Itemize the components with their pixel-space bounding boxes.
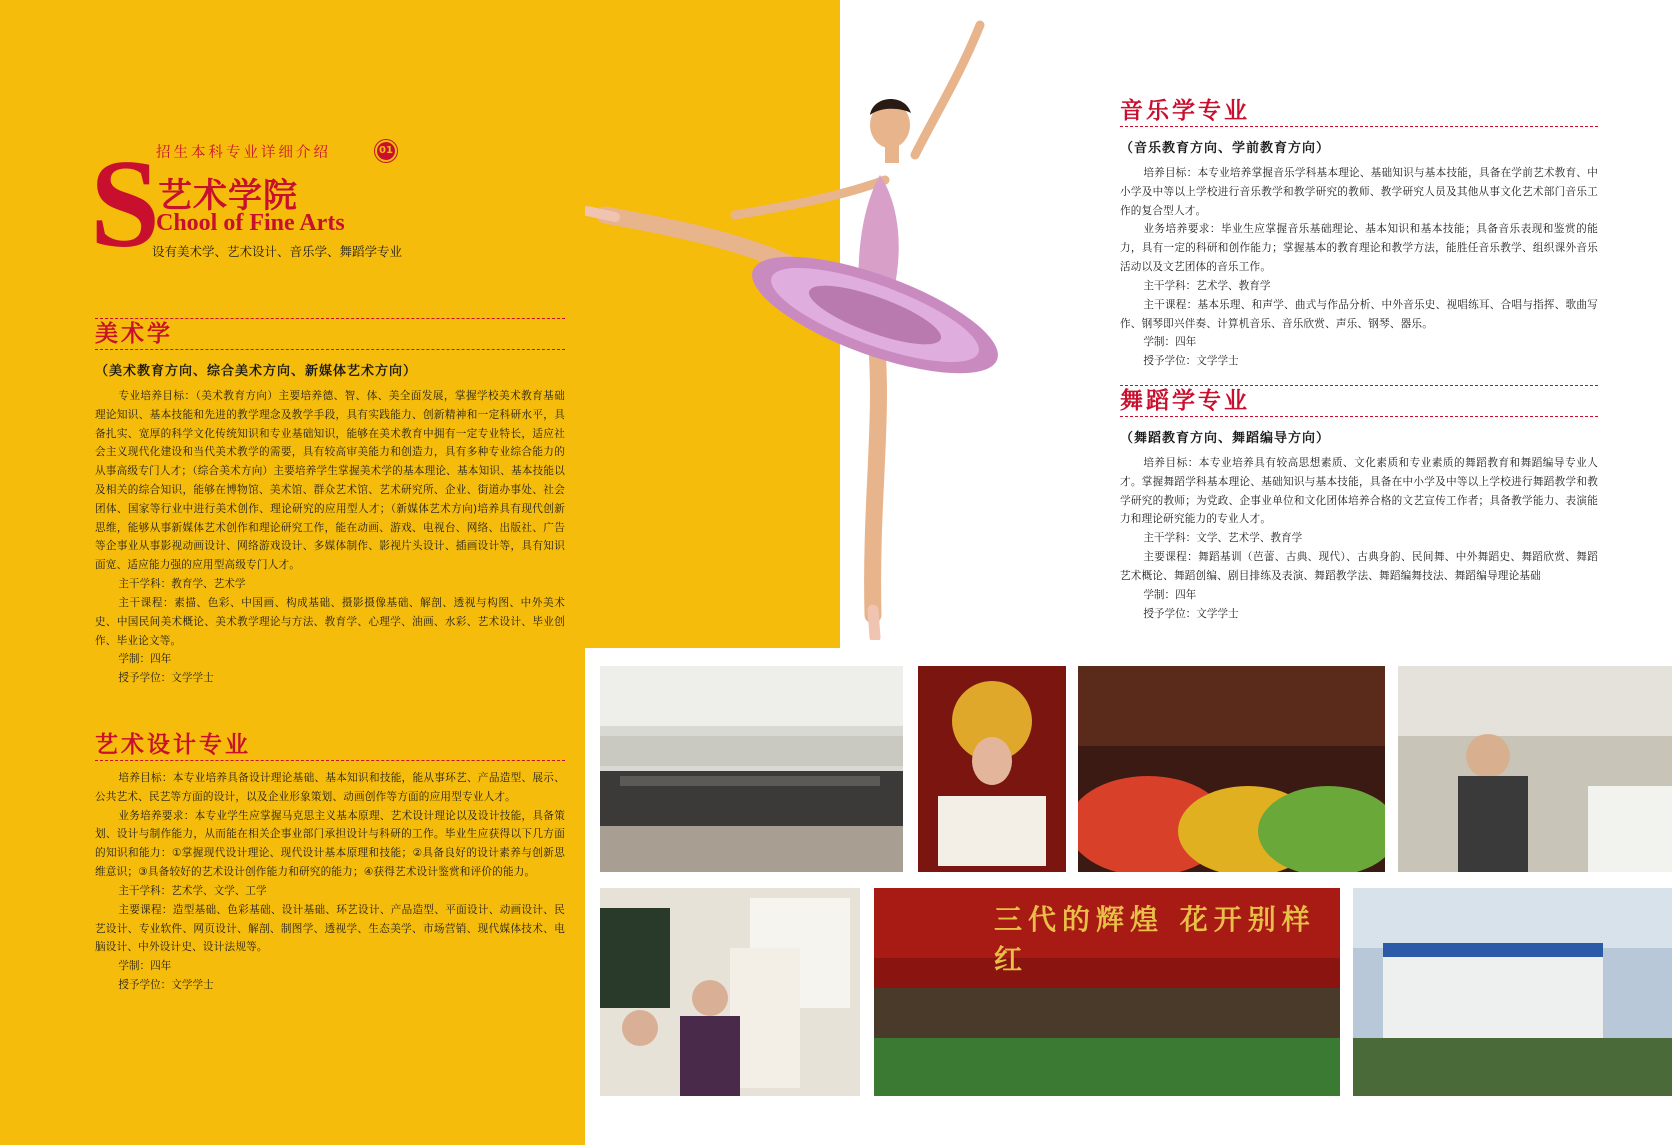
brochure-subtitle: 招生本科专业详细介绍 bbox=[156, 145, 331, 161]
lecture-hall-photo bbox=[600, 666, 903, 872]
section-requirement: 业务培养要求：本专业学生应掌握马克思主义基本原理、艺术设计理论以及设计技能，具备策划、设计与制作能力，从而能在相关企事业部门承担设计与科研的工作。毕业生应获得以下几方面的知识和能力：①掌握现代设计理论、现代设计基本原理和技能；②具备良好的设计素养与创新思维意识；③具备较好的艺术设计创作能力和研究的能力；④获得艺术设计鉴赏和评价的能力。 bbox=[95, 809, 565, 878]
seal-icon: 01 bbox=[375, 140, 397, 162]
section-dance bbox=[1120, 385, 1598, 624]
section-goal: 专业培养目标：（美术教育方向）主要培养德、智、体、美全面发展，掌握学校美术教育基础理论知识、基本技能和先进的教学理念及教学手段，具有实践能力、创新精神和一定科研水平，具备扎实、宽厚的科学文化传统知识和专业基础知识，能够在美术教育中拥有一定专业特长，适应社会主义现代化建设和当代美术教学的需要，具有较高审美能力和创造力，具有多种专业综合能力的从事高级专门人才；（综合美术方向）主要培养学生掌握美术学的基本理论、基本知识、基本技能以及相关的综合知识，能够在博物馆、美术馆、群众艺术馆、艺术研究所、企业、街道办事处、社会团体、国家等行业中进行美术创作、理论研究的应用型人才；（新媒体艺术方向)培养具有现代创新思维，能够从事新媒体艺术创作和理论研究工作，能在动画、游戏、电视台、网络、出版社、广告等企事业从事影视动画设计、网络游戏设计、多媒体制作、影视片头设计、插画设计等，具有知识面宽、适应能力强的应用型高级专门人才。 bbox=[95, 390, 565, 572]
section-degree: 授予学位：文学学士 bbox=[118, 979, 214, 992]
section-degree: 授予学位：文学学士 bbox=[118, 672, 214, 685]
section-courses: 主要课程：舞蹈基训（芭蕾、古典、现代）、古典身韵、民间舞、中外舞蹈史、舞蹈欣赏、舞蹈艺术概论、舞蹈创编、剧目排练及表演、舞蹈教学法、舞蹈编舞技法、舞蹈编导理论基础 bbox=[1120, 551, 1598, 582]
page-description: 设有美术学、艺术设计、音乐学、舞蹈学专业 bbox=[152, 244, 403, 259]
big-s-letter: S bbox=[90, 135, 161, 274]
section-subjects: 主干学科：艺术学、教育学 bbox=[1143, 279, 1271, 292]
section-duration: 学制：四年 bbox=[1143, 336, 1197, 349]
stage-performance-photo bbox=[1078, 666, 1385, 872]
section-fine-arts bbox=[95, 318, 565, 688]
section-rule-bottom bbox=[1120, 416, 1598, 417]
section-courses: 主干课程：素描、色彩、中国画、构成基础、摄影摄像基础、解剖、透视与构图、中外美术史、中国民间美术概论、美术教学理论与方法、教育学、心理学、油画、水彩、艺术设计、毕业创作、毕业论文等。 bbox=[95, 596, 565, 647]
section-art-design bbox=[95, 730, 565, 995]
section-direction: （美术教育方向、综合美术方向、新媒体艺术方向） bbox=[95, 364, 418, 379]
page-title-english: Chool of Fine Arts bbox=[156, 210, 345, 236]
section-rule-bottom bbox=[1120, 126, 1598, 127]
section-subjects: 主干学科：文学、艺术学、教育学 bbox=[1143, 532, 1303, 545]
campus-building-photo bbox=[1353, 888, 1672, 1096]
section-title: 舞蹈学专业 bbox=[1120, 388, 1250, 414]
section-direction: （舞蹈教育方向、舞蹈编导方向） bbox=[1120, 431, 1331, 446]
painting-display-photo bbox=[600, 888, 860, 1096]
section-title: 美术学 bbox=[95, 321, 173, 347]
section-courses: 主要课程：造型基础、色彩基础、设计基础、环艺设计、产品造型、平面设计、动画设计、民艺设计、专业软件、网页设计、解剖、制图学、透视学、生态美学、市场营销、现代媒体技术、电脑设计、中外设计史、设计法规等。 bbox=[95, 903, 565, 954]
ballet-dancer-image bbox=[585, 15, 1055, 640]
section-direction: （音乐教育方向、学前教育方向） bbox=[1120, 141, 1331, 156]
section-music bbox=[1120, 96, 1598, 371]
section-degree: 授予学位：文学学士 bbox=[1143, 355, 1239, 368]
section-goal: 培养目标：本专业培养具有较高思想素质、文化素质和专业素质的舞蹈教育和舞蹈编导专业人才。掌握舞蹈学科基本理论、基础知识与基本技能，具备在中小学及中等以上学校进行舞蹈教学和教学研究的教师；为党政、企事业单位和文化团体培养合格的文艺宣传工作者；具备教学能力、表演能力和理论研究能力的专业人才。 bbox=[1120, 457, 1598, 526]
stage-banner-text: 三代的辉煌 花开别样红 bbox=[994, 903, 1316, 976]
section-subjects: 主干学科：教育学、艺术学 bbox=[118, 577, 246, 590]
exhibition-visitors-photo bbox=[1398, 666, 1672, 872]
performer-certificate-photo bbox=[918, 666, 1066, 872]
section-goal: 培养目标：本专业培养具备设计理论基础、基本知识和技能，能从事环艺、产品造型、展示、公共艺术、民艺等方面的设计，以及企业形象策划、动画创作等方面的应用型专业人才。 bbox=[95, 772, 565, 803]
section-goal: 培养目标：本专业培养掌握音乐学科基本理论、基础知识与基本技能，具备在学前艺术教育、中小学及中等以上学校进行音乐教学和教学研究的教师、教学研究人员及其他从事文化艺术部门音乐工作的复合型人才。 bbox=[1120, 167, 1598, 217]
section-courses: 主干课程：基本乐理、和声学、曲式与作品分析、中外音乐史、视唱练耳、合唱与指挥、歌曲写作、钢琴即兴伴奏、计算机音乐、音乐欣赏、声乐、钢琴、器乐。 bbox=[1120, 298, 1598, 330]
section-degree: 授予学位：文学学士 bbox=[1143, 607, 1239, 620]
section-requirement: 业务培养要求：毕业生应掌握音乐基础理论、基本知识和基本技能；具备音乐表现和鉴赏的能力，具有一定的科研和创作能力；掌握基本的教育理论和教学方法，能胜任音乐教学、组织课外音乐活动以及文艺团体的音乐工作。 bbox=[1120, 223, 1598, 273]
group-photo-stage bbox=[874, 888, 1340, 1096]
page-title: 艺术学院 bbox=[158, 176, 298, 216]
section-rule-bottom bbox=[95, 349, 565, 350]
section-title: 艺术设计专业 bbox=[95, 732, 251, 758]
section-duration: 学制：四年 bbox=[118, 653, 172, 666]
section-duration: 学制：四年 bbox=[1143, 588, 1197, 601]
section-duration: 学制：四年 bbox=[118, 960, 172, 973]
section-subjects: 主干学科：艺术学、文学、工学 bbox=[118, 884, 267, 897]
section-rule-bottom bbox=[95, 760, 565, 761]
section-title: 音乐学专业 bbox=[1120, 98, 1250, 124]
